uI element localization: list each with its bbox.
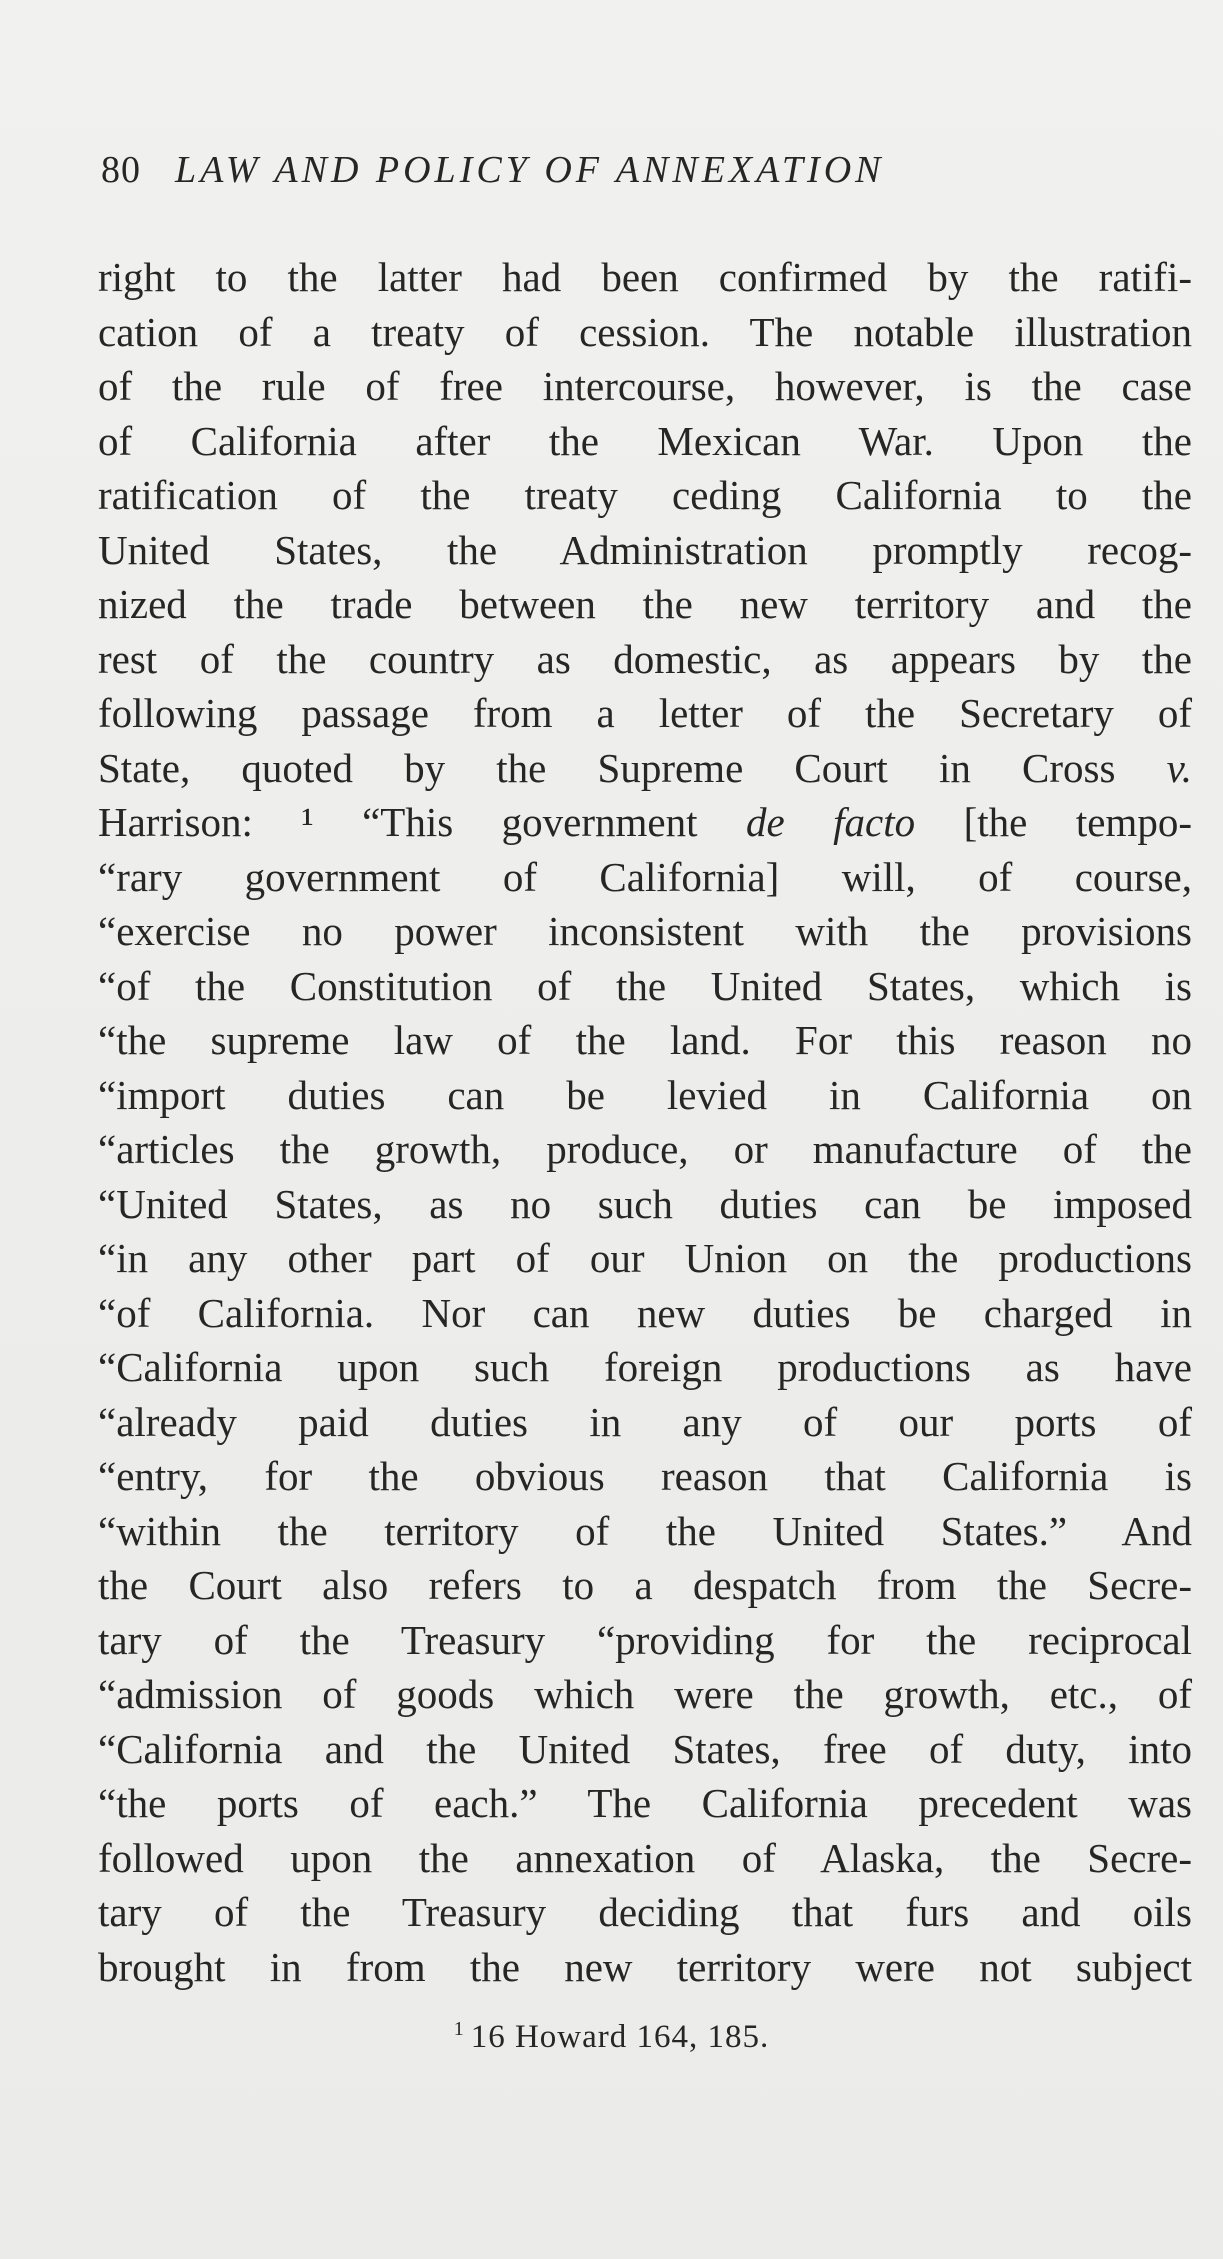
text-line: Harrison: ¹ “This government de facto [the tempo- [98, 799, 1192, 845]
running-title: LAW AND POLICY OF ANNEXATION [175, 149, 885, 191]
italic-phrase: de facto [745, 799, 916, 845]
text-line: “exercise no power inconsistent with the provisions [98, 908, 1192, 954]
text-line: “United States, as no such duties can be imposed [98, 1180, 1192, 1227]
text-line: “the supreme law of the land. For this reason no [98, 1017, 1192, 1063]
text-line: of the rule of free intercourse, however, is the case [98, 363, 1192, 409]
body-text [98, 250, 1192, 1994]
text-line: “admission of goods which were the growth, etc., of [98, 1671, 1192, 1717]
text-line: “of the Constitution of the United States, which is [98, 962, 1192, 1009]
text-line: followed upon the annexation of Alaska, the Secre- [98, 1834, 1192, 1881]
text-line: United States, the Administration promptly recog- [98, 526, 1192, 573]
page-number: 80 [101, 149, 141, 191]
text-line: of California after the Mexican War. Upon the [98, 417, 1192, 464]
text-line: following passage from a letter of the Secretary of [98, 690, 1192, 736]
text-line: rest of the country as domestic, as appears by the [98, 635, 1192, 682]
text-line: brought in from the new territory were not subject [98, 1943, 1192, 1990]
text-line: right to the latter had been confirmed by the ratifi- [98, 254, 1192, 300]
text-line: “of California. Nor can new duties be charged in [98, 1289, 1192, 1336]
text-line: tary of the Treasury “providing for the reciprocal [98, 1616, 1192, 1663]
footnote [0, 2018, 1223, 2056]
text-line: nized the trade between the new territory and the [98, 581, 1192, 627]
text-line: ratification of the treaty ceding California to the [98, 472, 1192, 518]
italic-phrase: v. [1166, 744, 1192, 791]
text-line: State, quoted by the Supreme Court in Cross v. [98, 744, 1192, 791]
text-line: “articles the growth, produce, or manufacture of the [98, 1126, 1192, 1172]
text-line: “California and the United States, free of duty, into [98, 1725, 1192, 1772]
text-line: “import duties can be levied in California on [98, 1071, 1192, 1118]
text-line: “entry, for the obvious reason that California is [98, 1453, 1192, 1499]
text-line: tary of the Treasury deciding that furs and oils [98, 1889, 1192, 1935]
footnote-text: 16 Howard 164, 185. [470, 2019, 770, 2055]
text-line: “the ports of each.” The California precedent was [98, 1780, 1192, 1826]
text-line: cation of a treaty of cession. The notable illustration [98, 308, 1192, 355]
text-line: “in any other part of our Union on the productions [98, 1235, 1192, 1281]
text-line: “already paid duties in any of our ports of [98, 1398, 1192, 1445]
text-line: “within the territory of the United States.” And [98, 1507, 1192, 1554]
text-line: the Court also refers to a despatch from the Secre- [98, 1562, 1192, 1608]
footnote-marker: 1 [453, 2018, 465, 2040]
text-line: “rary government of California] will, of course, [98, 853, 1192, 900]
text-line: “California upon such foreign productions as have [98, 1344, 1192, 1390]
running-head [101, 148, 1181, 198]
